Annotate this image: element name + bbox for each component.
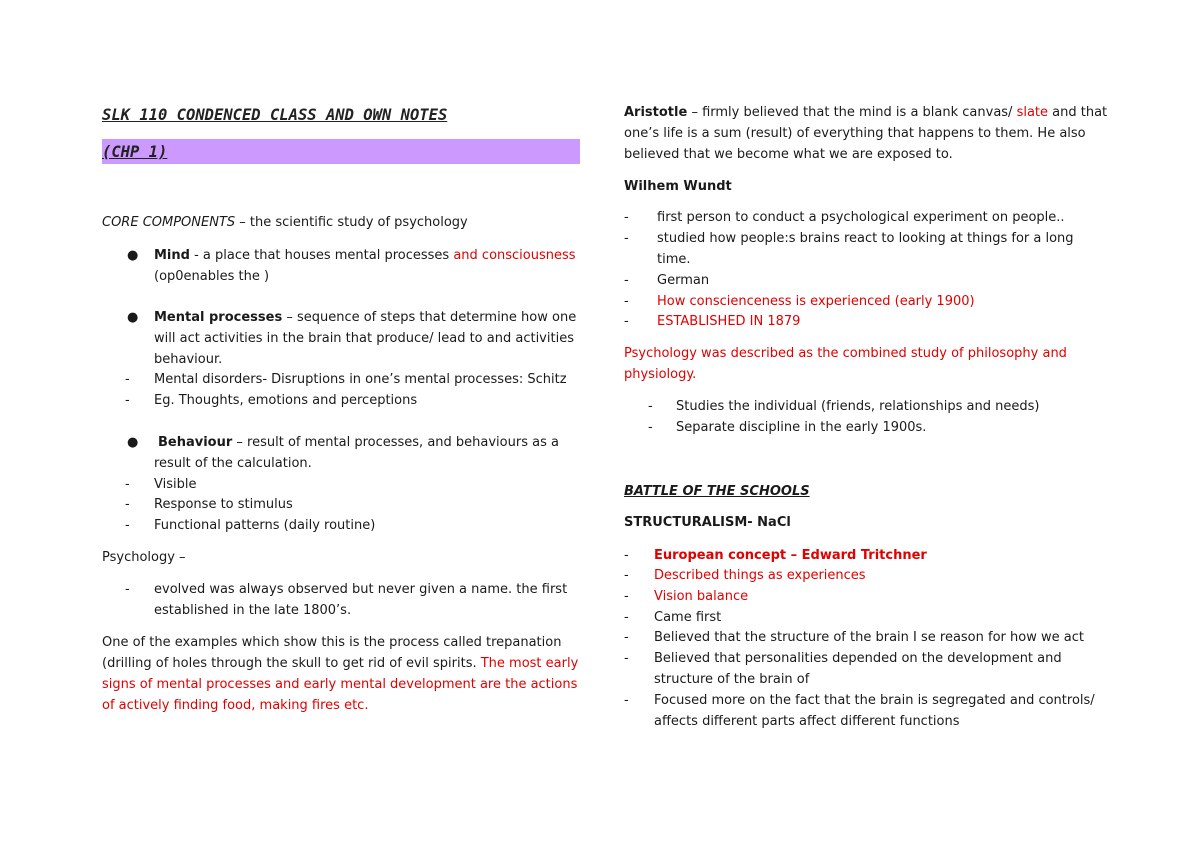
- document-title: SLK 110 CONDENCED CLASS AND OWN NOTES: [102, 106, 448, 124]
- example-line-3: signs of mental processes and early mental development are the actions: [102, 677, 578, 692]
- struct-item-2: Described things as experiences: [654, 568, 866, 583]
- dash-marker: -: [624, 548, 629, 563]
- dash-marker: -: [624, 231, 629, 246]
- aristotle-line-1: [624, 105, 1108, 120]
- dash-marker: -: [624, 651, 629, 666]
- psychology-desc-1: Psychology was described as the combined study of philosophy and: [624, 346, 1067, 361]
- wundt-item-5: ESTABLISHED IN 1879: [657, 314, 801, 329]
- example-line-2: [102, 656, 580, 671]
- behaviour-text: – result of mental processes, and behaviours as a: [232, 435, 559, 450]
- mind-label: Mind: [154, 248, 190, 263]
- dash-marker: -: [624, 568, 629, 583]
- evolved-line-2: established in the late 1800’s.: [154, 603, 352, 618]
- eg-line: Eg. Thoughts, emotions and perceptions: [154, 393, 418, 408]
- behaviour-line-2: result of the calculation.: [154, 456, 312, 471]
- wundt-item-1: first person to conduct a psychological experiment on people..: [657, 210, 1065, 225]
- struct-item-7b: affects different parts affect different functions: [654, 714, 960, 729]
- wundt-item-2a: studied how people:s brains react to looking at things for a long: [657, 231, 1074, 246]
- example-line-4: of actively finding food, making fires etc.: [102, 698, 369, 713]
- study-item-2: Separate discipline in the early 1900s.: [676, 420, 927, 435]
- dash-marker: -: [648, 399, 653, 414]
- evolved-line-1: evolved was always observed but never given a name. the first: [154, 582, 568, 597]
- dash-marker: -: [648, 420, 653, 435]
- bullet-icon: ●: [127, 435, 139, 450]
- dash-marker: -: [624, 610, 629, 625]
- struct-item-6b: structure of the brain of: [654, 672, 810, 687]
- struct-item-6a: Believed that personalities depended on the development and: [654, 651, 1062, 666]
- mental-processes-line: [154, 310, 580, 325]
- bullet-icon: ●: [127, 310, 139, 325]
- dash-marker: -: [624, 589, 629, 604]
- mind-text: - a place that houses mental processes: [189, 248, 454, 263]
- wundt-heading: Wilhem Wundt: [624, 179, 732, 194]
- behaviour-line: [158, 435, 580, 450]
- behaviour-label: Behaviour: [158, 435, 233, 450]
- wundt-item-4: How conscienceness is experienced (early 1900): [657, 294, 975, 309]
- dash-marker: -: [624, 314, 629, 329]
- wundt-item-2b: time.: [657, 252, 691, 267]
- dash-marker: -: [624, 693, 629, 708]
- mental-processes-line-2: will act activities in the brain that produce/ lead to and activities: [154, 331, 574, 346]
- mind-red-text: and consciousness: [453, 248, 576, 263]
- aristotle-label: Aristotle: [624, 105, 688, 120]
- dash-marker: -: [125, 393, 130, 408]
- aristotle-line-2: one’s life is a sum (result) of everything that happens to them. He also: [624, 126, 1086, 141]
- dash-marker: -: [125, 477, 130, 492]
- struct-item-7a: Focused more on the fact that the brain is segregated and controls/: [654, 693, 1095, 708]
- study-item-1: Studies the individual (friends, relationships and needs): [676, 399, 1040, 414]
- aristotle-text-2: and that: [1048, 105, 1108, 120]
- example-line-2-red: The most early: [480, 656, 579, 671]
- functional-line: Functional patterns (daily routine): [154, 518, 376, 533]
- struct-item-5: Believed that the structure of the brain I se reason for how we act: [654, 630, 1084, 645]
- example-line-2-black: (drilling of holes through the skull to get rid of evil spirits.: [102, 656, 481, 671]
- dash-marker: -: [125, 582, 130, 597]
- struct-item-3: Vision balance: [654, 589, 749, 604]
- psychology-label: Psychology –: [102, 550, 186, 565]
- core-components-desc: – the scientific study of psychology: [235, 215, 468, 230]
- aristotle-text: – firmly believed that the mind is a blank canvas/: [687, 105, 1017, 120]
- mental-processes-label: Mental processes: [154, 310, 283, 325]
- wundt-item-3: German: [657, 273, 710, 288]
- response-line: Response to stimulus: [154, 497, 293, 512]
- aristotle-red-text: slate: [1016, 105, 1049, 120]
- core-components-heading: CORE COMPONENTS: [102, 215, 236, 230]
- example-line-1: One of the examples which show this is the process called trepanation: [102, 635, 562, 650]
- dash-marker: -: [624, 273, 629, 288]
- dash-marker: -: [624, 210, 629, 225]
- mind-line: [154, 248, 580, 263]
- dash-marker: -: [624, 294, 629, 309]
- dash-marker: -: [125, 372, 130, 387]
- visible-line: Visible: [154, 477, 197, 492]
- mental-processes-text: – sequence of steps that determine how one: [282, 310, 577, 325]
- bullet-icon: ●: [127, 248, 139, 263]
- mind-line-2: (op0enables the ): [154, 269, 270, 284]
- psychology-desc-2: physiology.: [624, 367, 697, 382]
- dash-marker: -: [125, 497, 130, 512]
- structuralism-heading: STRUCTURALISM- NaCl: [624, 515, 791, 530]
- battle-heading: BATTLE OF THE SCHOOLS: [624, 484, 810, 499]
- dash-marker: -: [624, 630, 629, 645]
- core-components-line: [102, 215, 580, 230]
- struct-item-4: Came first: [654, 610, 722, 625]
- mental-processes-line-3: behaviour.: [154, 352, 223, 367]
- dash-marker: -: [125, 518, 130, 533]
- aristotle-line-3: believed that we become what we are exposed to.: [624, 147, 953, 162]
- mental-disorders-line: Mental disorders- Disruptions in one’s mental processes: Schitz: [154, 372, 567, 387]
- struct-item-1: European concept – Edward Tritchner: [654, 548, 927, 563]
- chapter-label: (CHP 1): [102, 143, 168, 161]
